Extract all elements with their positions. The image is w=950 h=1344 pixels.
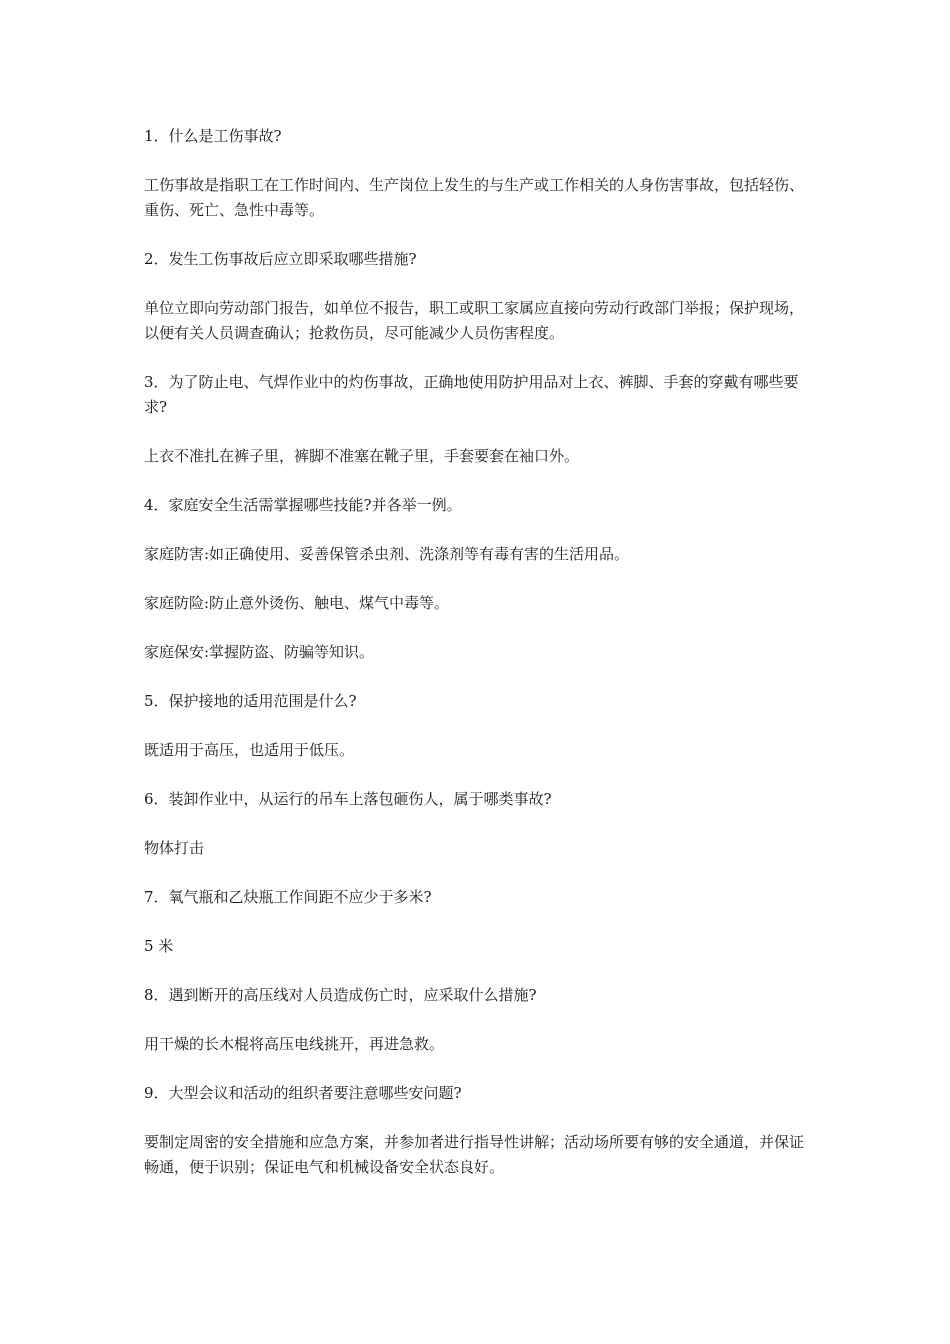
answer-9: 要制定周密的安全措施和应急方案，并参加者进行指导性讲解；活动场所要有够的安全通道，并保证畅通，便于识别；保证电气和机械设备安全状态良好。 <box>144 1133 805 1176</box>
question-4: 4．家庭安全生活需掌握哪些技能?并各举一例。 <box>144 496 462 514</box>
question-2: 2．发生工伤事故后应立即采取哪些措施? <box>144 250 417 268</box>
answer-2: 单位立即向劳动部门报告，如单位不报告，职工或职工家属应直接向劳动行政部门举报；保护现场，以便有关人员调查确认；抢救伤员，尽可能减少人员伤害程度。 <box>144 299 805 342</box>
answer-4b: 家庭防险:防止意外烫伤、触电、煤气中毒等。 <box>144 594 450 612</box>
question-3: 3．为了防止电、气焊作业中的灼伤事故，正确地使用防护用品对上衣、裤脚、手套的穿戴有哪些要求? <box>144 373 799 416</box>
answer-5: 既适用于高压，也适用于低压。 <box>144 741 355 759</box>
document-body <box>144 124 812 1204</box>
answer-4a: 家庭防害:如正确使用、妥善保管杀虫剂、洗涤剂等有毒有害的生活用品。 <box>144 545 630 563</box>
question-6: 6．装卸作业中，从运行的吊车上落包砸伤人，属于哪类事故? <box>144 790 552 808</box>
answer-6: 物体打击 <box>144 839 205 857</box>
question-8: 8．遇到断开的高压线对人员造成伤亡时，应采取什么措施? <box>144 986 537 1004</box>
answer-8: 用干燥的长木棍将高压电线挑开，再进急救。 <box>144 1035 445 1053</box>
question-1: 1．什么是工伤事故? <box>144 127 282 145</box>
answer-7: 5 米 <box>144 937 174 955</box>
question-9: 9．大型会议和活动的组织者要注意哪些安问题? <box>144 1084 462 1102</box>
answer-4c: 家庭保安:掌握防盗、防骗等知识。 <box>144 643 375 661</box>
question-7: 7．氧气瓶和乙炔瓶工作间距不应少于多米? <box>144 888 432 906</box>
answer-1: 工伤事故是指职工在工作时间内、生产岗位上发生的与生产或工作相关的人身伤害事故，包括轻伤、重伤、死亡、急性中毒等。 <box>144 176 805 219</box>
question-5: 5．保护接地的适用范围是什么? <box>144 692 357 710</box>
answer-3: 上衣不准扎在裤子里，裤脚不准塞在靴子里，手套要套在袖口外。 <box>144 447 580 465</box>
